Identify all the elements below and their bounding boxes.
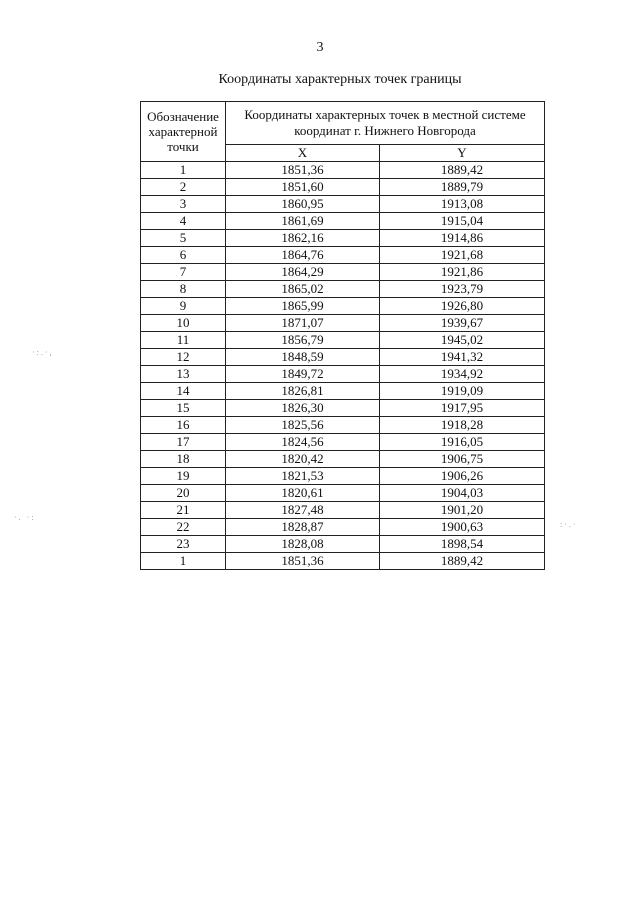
- table-row: [141, 417, 545, 434]
- cell-x: 1828,87: [226, 519, 380, 536]
- table-row: [141, 553, 545, 570]
- cell-point: 1: [141, 553, 226, 570]
- cell-point: 9: [141, 298, 226, 315]
- cell-y: 1926,80: [380, 298, 545, 315]
- table-row: [141, 298, 545, 315]
- cell-y: 1945,02: [380, 332, 545, 349]
- cell-point: 6: [141, 247, 226, 264]
- cell-x: 1862,16: [226, 230, 380, 247]
- cell-point: 8: [141, 281, 226, 298]
- cell-y: 1914,86: [380, 230, 545, 247]
- cell-point: 22: [141, 519, 226, 536]
- cell-point: 18: [141, 451, 226, 468]
- table-row: [141, 434, 545, 451]
- cell-point: 4: [141, 213, 226, 230]
- cell-point: 20: [141, 485, 226, 502]
- header-y: Y: [380, 145, 545, 162]
- table-row: [141, 315, 545, 332]
- cell-point: 12: [141, 349, 226, 366]
- cell-y: 1918,28: [380, 417, 545, 434]
- cell-point: 1: [141, 162, 226, 179]
- table-row: [141, 264, 545, 281]
- cell-y: 1916,05: [380, 434, 545, 451]
- table-row: [141, 451, 545, 468]
- scan-speckle: ·. ·:: [14, 513, 36, 522]
- cell-x: 1851,36: [226, 162, 380, 179]
- cell-y: 1889,42: [380, 553, 545, 570]
- table-row: [141, 247, 545, 264]
- cell-x: 1825,56: [226, 417, 380, 434]
- cell-y: 1898,54: [380, 536, 545, 553]
- cell-point: 5: [141, 230, 226, 247]
- page-number: 3: [316, 40, 324, 55]
- table-row: [141, 281, 545, 298]
- table-row: [141, 213, 545, 230]
- cell-x: 1864,29: [226, 264, 380, 281]
- cell-y: 1901,20: [380, 502, 545, 519]
- cell-point: 16: [141, 417, 226, 434]
- coordinates-table: [140, 101, 545, 570]
- cell-y: 1906,75: [380, 451, 545, 468]
- table-row: [141, 162, 545, 179]
- table-row: [141, 536, 545, 553]
- cell-point: 23: [141, 536, 226, 553]
- header-coordinates: Координаты характерных точек в местной системе координат г. Нижнего Новгорода: [226, 102, 545, 145]
- table-row: [141, 383, 545, 400]
- cell-y: 1934,92: [380, 366, 545, 383]
- scan-speckle: ·:.·,: [32, 348, 54, 357]
- table-row: [141, 349, 545, 366]
- cell-y: 1889,79: [380, 179, 545, 196]
- cell-y: 1923,79: [380, 281, 545, 298]
- cell-x: 1864,76: [226, 247, 380, 264]
- scan-speckle: :·.·: [560, 520, 578, 529]
- table-row: [141, 400, 545, 417]
- cell-point: 17: [141, 434, 226, 451]
- cell-point: 3: [141, 196, 226, 213]
- table-row: [141, 196, 545, 213]
- cell-point: 14: [141, 383, 226, 400]
- cell-x: 1860,95: [226, 196, 380, 213]
- cell-y: 1906,26: [380, 468, 545, 485]
- cell-y: 1919,09: [380, 383, 545, 400]
- cell-y: 1913,08: [380, 196, 545, 213]
- header-x: X: [226, 145, 380, 162]
- cell-x: 1851,60: [226, 179, 380, 196]
- cell-x: 1826,30: [226, 400, 380, 417]
- cell-x: 1871,07: [226, 315, 380, 332]
- table-row: [141, 179, 545, 196]
- cell-y: 1917,95: [380, 400, 545, 417]
- cell-x: 1828,08: [226, 536, 380, 553]
- table-row: [141, 502, 545, 519]
- cell-point: 2: [141, 179, 226, 196]
- cell-x: 1865,02: [226, 281, 380, 298]
- cell-y: 1889,42: [380, 162, 545, 179]
- cell-x: 1826,81: [226, 383, 380, 400]
- table-row: [141, 485, 545, 502]
- cell-point: 13: [141, 366, 226, 383]
- cell-x: 1851,36: [226, 553, 380, 570]
- table-body: [141, 162, 545, 570]
- cell-x: 1824,56: [226, 434, 380, 451]
- cell-x: 1856,79: [226, 332, 380, 349]
- cell-x: 1848,59: [226, 349, 380, 366]
- cell-point: 15: [141, 400, 226, 417]
- cell-x: 1820,61: [226, 485, 380, 502]
- cell-x: 1861,69: [226, 213, 380, 230]
- cell-point: 10: [141, 315, 226, 332]
- cell-y: 1921,68: [380, 247, 545, 264]
- cell-x: 1821,53: [226, 468, 380, 485]
- cell-x: 1849,72: [226, 366, 380, 383]
- cell-y: 1915,04: [380, 213, 545, 230]
- table-row: [141, 332, 545, 349]
- cell-x: 1865,99: [226, 298, 380, 315]
- cell-point: 11: [141, 332, 226, 349]
- table-row: [141, 366, 545, 383]
- cell-x: 1820,42: [226, 451, 380, 468]
- table-row: [141, 519, 545, 536]
- cell-point: 21: [141, 502, 226, 519]
- cell-y: 1904,03: [380, 485, 545, 502]
- cell-point: 19: [141, 468, 226, 485]
- cell-y: 1941,32: [380, 349, 545, 366]
- cell-x: 1827,48: [226, 502, 380, 519]
- header-point-designation: Обозначение характерной точки: [141, 102, 226, 162]
- document-title: Координаты характерных точек границы: [218, 72, 462, 87]
- cell-y: 1921,86: [380, 264, 545, 281]
- cell-point: 7: [141, 264, 226, 281]
- cell-y: 1939,67: [380, 315, 545, 332]
- table-row: [141, 468, 545, 485]
- cell-y: 1900,63: [380, 519, 545, 536]
- table-row: [141, 230, 545, 247]
